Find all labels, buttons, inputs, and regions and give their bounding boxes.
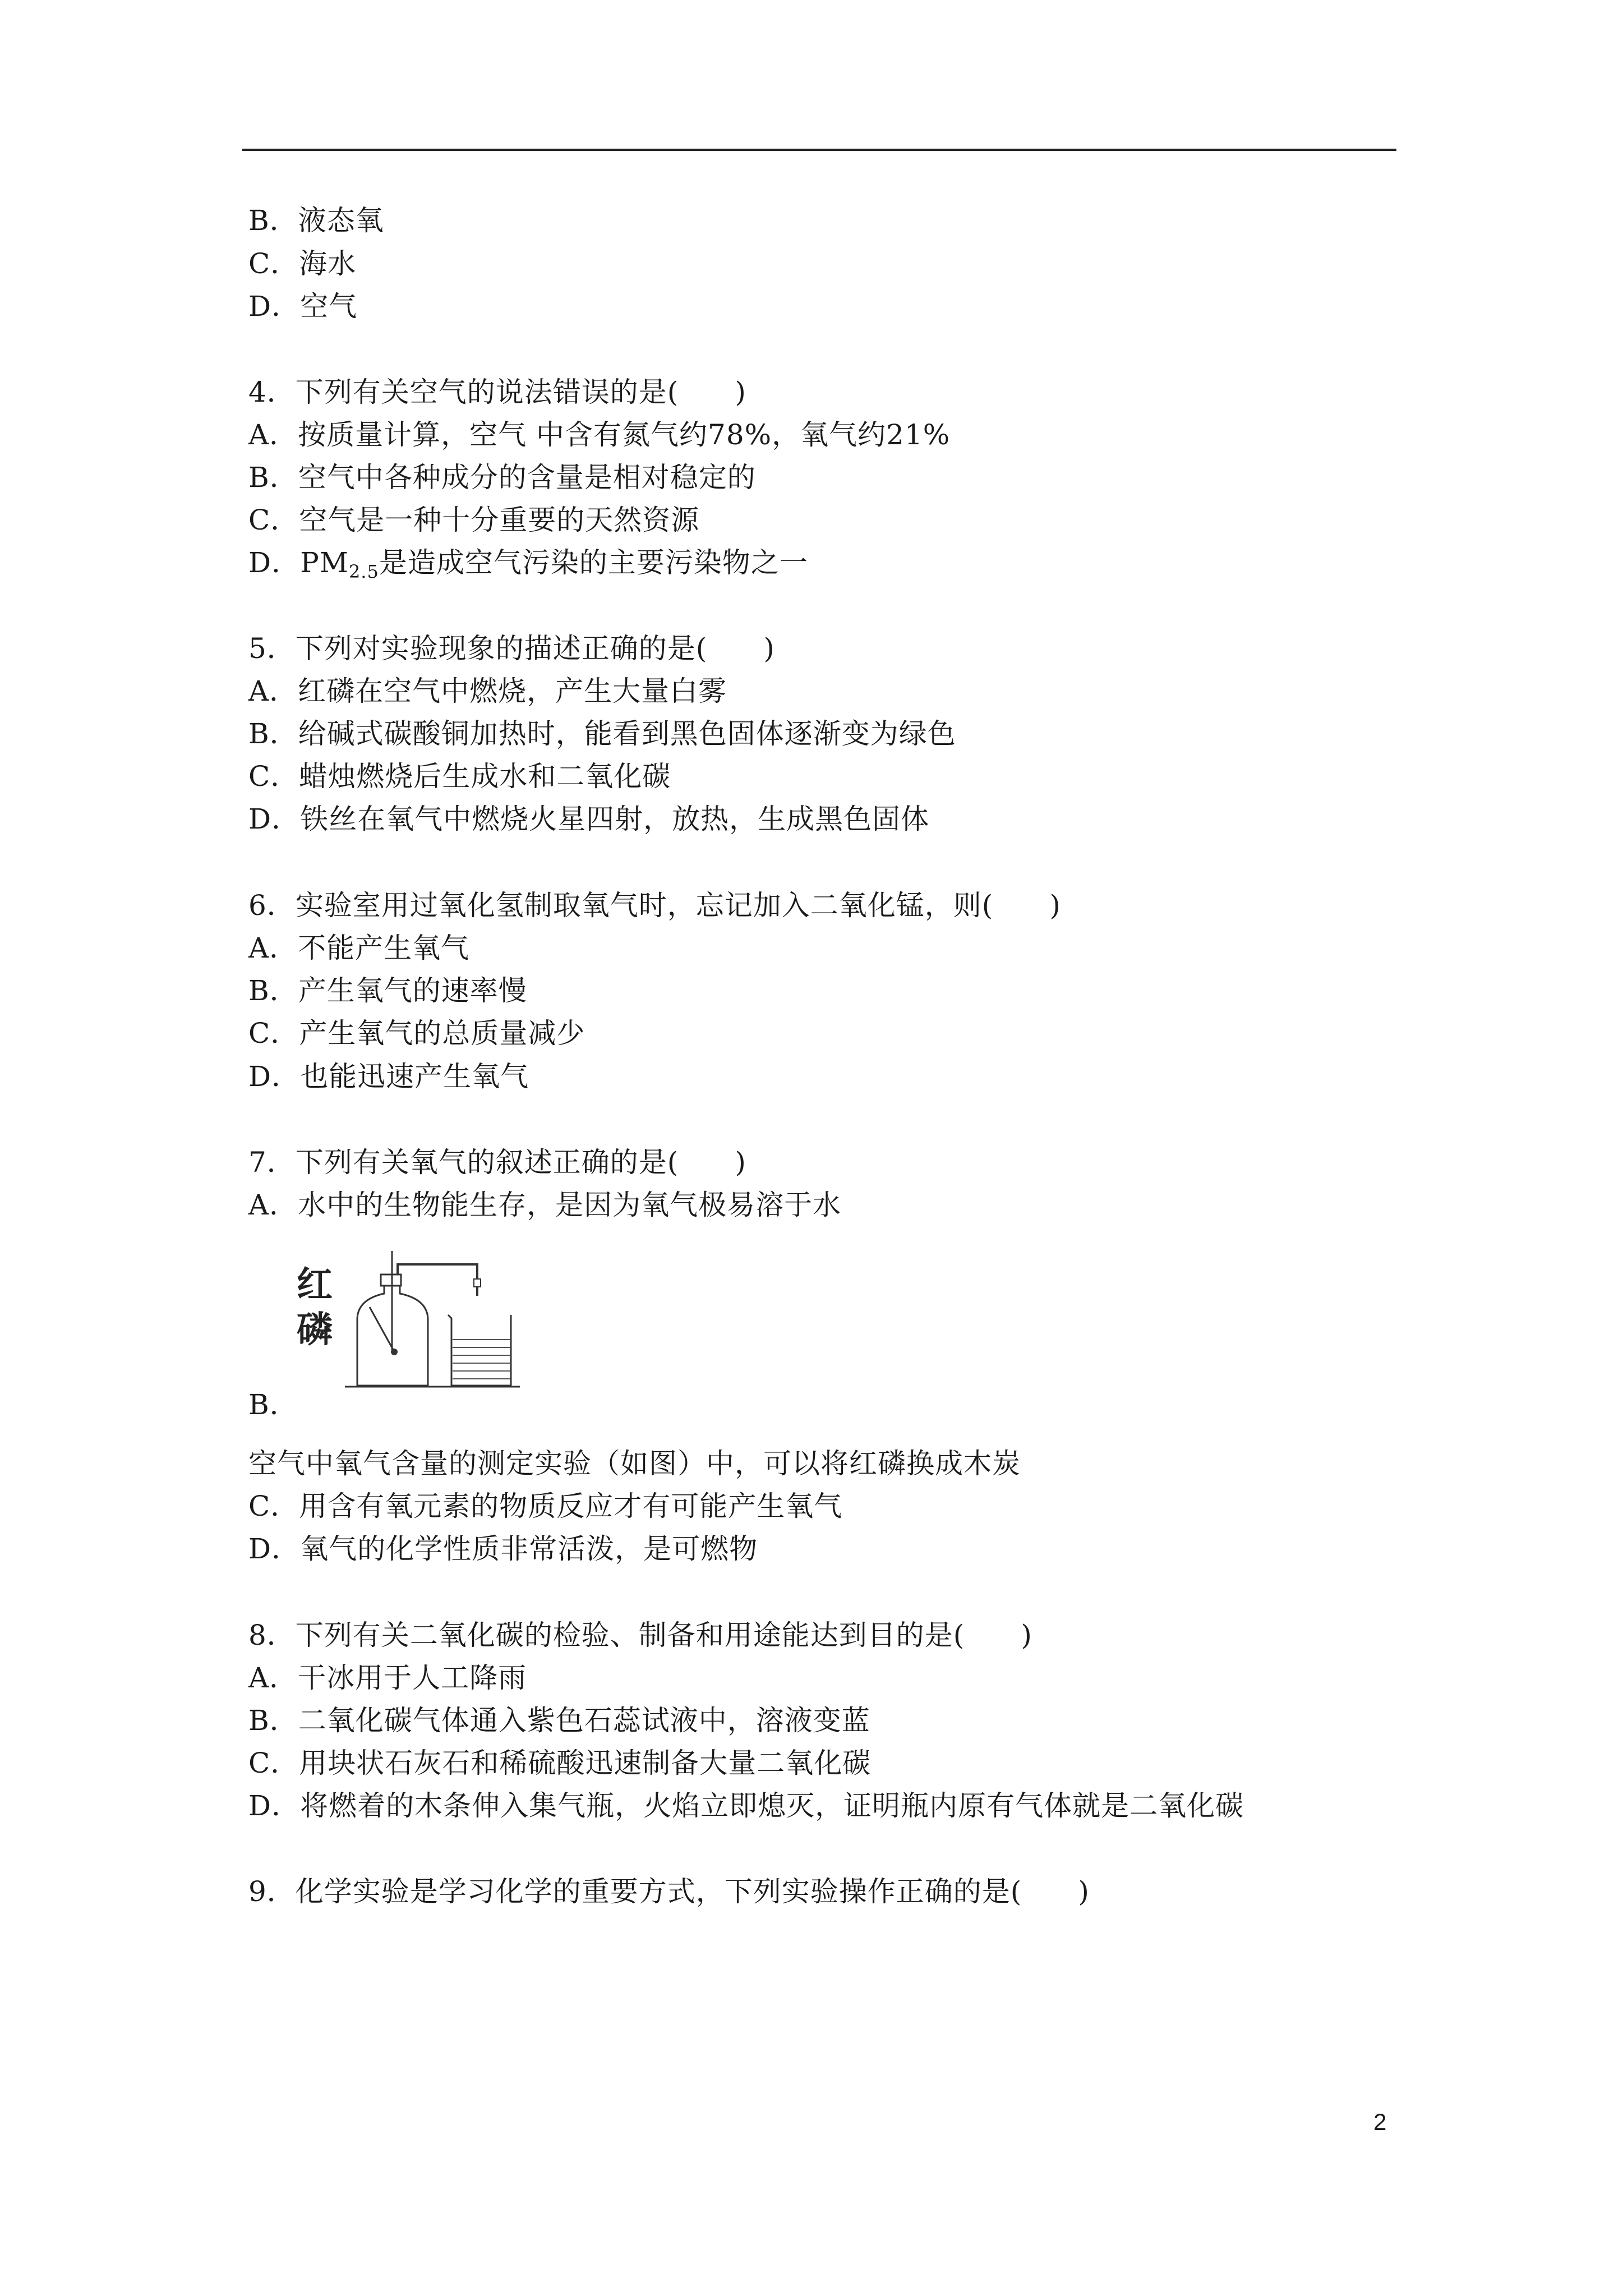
q4-option-c: C．空气是一种十分重要的天然资源 [248, 504, 700, 536]
q6-option-c: C．产生氧气的总质量减少 [248, 1017, 585, 1050]
q5-option-c: C．蜡烛燃烧后生成水和二氧化碳 [248, 760, 671, 793]
q4-stem-text: 4．下列有关空气的说法错误的是( [248, 376, 679, 408]
pointer-line [370, 1307, 393, 1350]
tube-clamp [474, 1279, 481, 1287]
q4-option-d-prefix: D．PM [248, 546, 349, 579]
q6-stem-text: 6．实验室用过氧化氢制取氧气时，忘记加入二氧化锰，则( [248, 889, 994, 922]
q4-option-d-subscript: 2.5 [348, 561, 379, 582]
q3-option-d: D．空气 [248, 290, 358, 323]
q8-stem [248, 1618, 1032, 1653]
q8-option-b: B．二氧化碳气体通入紫色石蕊试液中，溶液变蓝 [248, 1704, 870, 1737]
q7-option-a: A．水中的生物能生存，是因为氧气极易溶于水 [248, 1189, 842, 1221]
q4-option-d-suffix: 是造成空气污染的主要污染物之一 [379, 546, 808, 579]
q4-stem [248, 375, 746, 409]
q8-option-d: D．将燃着的木条伸入集气瓶，火焰立即熄灭，证明瓶内原有气体就是二氧化碳 [248, 1789, 1244, 1822]
header-rule [242, 149, 1396, 151]
q9-stem-close: ) [1078, 1875, 1090, 1908]
q4-option-a: A．按质量计算，空气 中含有氮气约78%，氧气约21% [248, 418, 951, 451]
q8-stem-close: ) [1021, 1619, 1032, 1651]
q3-option-c: C．海水 [248, 247, 357, 280]
q6-stem-close: ) [1049, 889, 1061, 922]
q7-stem [248, 1145, 746, 1180]
connecting-tube [398, 1264, 477, 1296]
q7-stem-text: 7．下列有关氧气的叙述正确的是( [248, 1146, 679, 1179]
q5-stem [248, 631, 775, 666]
q5-stem-close: ) [763, 632, 775, 665]
red-phosphorus-apparatus-figure [291, 1245, 521, 1391]
q9-stem-text: 9．化学实验是学习化学的重要方式，下列实验操作正确的是( [248, 1875, 1022, 1908]
q7-option-b-text: 空气中氧气含量的测定实验（如图）中，可以将红磷换成木炭 [248, 1447, 1021, 1480]
figure-label-lin: 磷 [297, 1309, 333, 1351]
q4-option-d [248, 545, 808, 580]
q8-stem-text: 8．下列有关二氧化碳的检验、制备和用途能达到目的是( [248, 1619, 965, 1651]
q5-stem-text: 5．下列对实验现象的描述正确的是( [248, 632, 708, 665]
q8-option-c: C．用块状石灰石和稀硫酸迅速制备大量二氧化碳 [248, 1747, 872, 1779]
page-number: 2 [1373, 2109, 1387, 2135]
q6-option-d: D．也能迅速产生氧气 [248, 1060, 529, 1093]
q3-option-b: B．液态氧 [248, 204, 384, 237]
q5-option-d: D．铁丝在氧气中燃烧火星四射，放热，生成黑色固体 [248, 803, 930, 835]
beaker-water [453, 1340, 510, 1379]
figure-label-hong: 红 [297, 1264, 333, 1306]
q7-option-d: D．氧气的化学性质非常活泼，是可燃物 [248, 1533, 758, 1565]
q6-option-b: B．产生氧气的速率慢 [248, 974, 527, 1007]
q5-option-a: A．红磷在空气中燃烧，产生大量白雾 [248, 675, 727, 707]
q6-option-a: A．不能产生氧气 [248, 932, 470, 964]
q9-stem [248, 1874, 1090, 1909]
q7-option-c: C．用含有氧元素的物质反应才有可能产生氧气 [248, 1490, 843, 1522]
q8-option-a: A．干冰用于人工降雨 [248, 1662, 527, 1694]
q4-option-b: B．空气中各种成分的含量是相对稳定的 [248, 461, 756, 494]
q6-stem [248, 888, 1061, 923]
q5-option-b: B．给碱式碳酸铜加热时，能看到黑色固体逐渐变为绿色 [248, 717, 956, 750]
q7-stem-close: ) [735, 1146, 746, 1179]
q7-option-b-label: B． [248, 1388, 298, 1421]
beaker [448, 1315, 511, 1386]
q4-stem-close: ) [735, 376, 746, 408]
